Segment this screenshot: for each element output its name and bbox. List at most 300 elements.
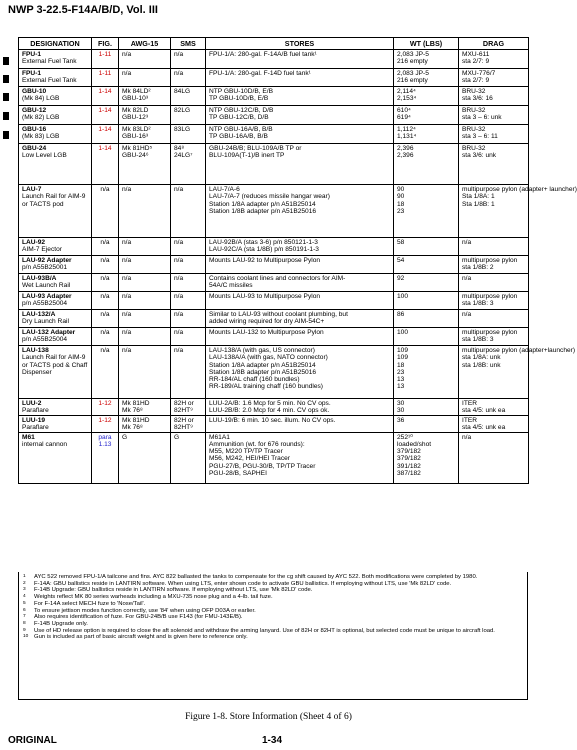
cell-line: 2,083 JP-5 <box>397 70 429 77</box>
cell-line: n/a <box>462 275 472 282</box>
cell-line: 18 <box>397 200 405 208</box>
stores-description <box>206 328 394 346</box>
cell-line: LAU-7/A-7 (reduces missile hangar wear) <box>209 193 330 201</box>
store-designation: LAU-93 Adapter <box>22 293 72 300</box>
figure-ref: n/a <box>92 346 119 399</box>
awg15-code: n/a <box>119 328 171 346</box>
cell-line: LAU-138/A (with gas, US connector) <box>209 347 315 354</box>
cell-line: 252¹⁰ <box>397 433 413 441</box>
sms-code: n/a <box>171 185 206 238</box>
awg15-code <box>119 87 171 106</box>
cell-line: n/a <box>462 239 472 246</box>
column-header: SMS <box>171 38 206 50</box>
awg15-code: n/a <box>119 185 171 238</box>
change-bar <box>3 112 9 120</box>
footnote <box>23 614 523 621</box>
designation-cell <box>19 346 92 399</box>
cell-line: multipurpose pylon (adapter+ launcher) <box>462 186 577 193</box>
table-row <box>19 238 529 256</box>
store-designation: GBU-10 <box>22 88 47 95</box>
cell-line: GBU-10³ <box>122 95 149 103</box>
sms-code <box>171 415 206 432</box>
table-row <box>19 125 529 144</box>
store-description: internal cannon <box>22 440 68 448</box>
footnote <box>23 581 523 588</box>
awg15-code: n/a <box>119 238 171 256</box>
column-header: STORES <box>206 38 394 50</box>
drag-index <box>459 50 529 69</box>
footnote-text: F-14B Upgrade: GBU ballistics reside in LANTIRN software. If employing without LTS, use 'Mk 82LD' code. <box>34 587 313 594</box>
table-row <box>19 292 529 310</box>
store-designation: LUU-19 <box>22 416 46 424</box>
weight-lbs <box>394 87 459 106</box>
cell-line: 2,396 <box>397 152 414 160</box>
weight-lbs <box>394 274 459 292</box>
stores-description <box>206 50 394 69</box>
store-designation: LAU-132/A <box>22 311 56 318</box>
cell-line: LUU-2A/B: 1.6 Mcp for 5 min. No CV ops. <box>209 400 331 407</box>
weight-lbs <box>394 399 459 416</box>
cell-line: 379/182 <box>397 455 421 463</box>
footnote <box>23 594 523 601</box>
footnote-text: AYC 522 removed FPU-1/A tailcone and fins. AYC 822 ballasted the tanks to compensate for the cg shift caused by AYC 522. Both modifications were completed by 1980. <box>34 574 478 580</box>
cell-line: 1,112⁴ <box>397 126 416 133</box>
weight-lbs <box>394 50 459 69</box>
sms-code: n/a <box>171 274 206 292</box>
table-row <box>19 310 529 328</box>
cell-line: BRU-32 <box>462 145 486 152</box>
store-information-table <box>18 37 577 484</box>
store-description: Launch Rail for AIM-9 or TACTS pod <box>22 193 86 208</box>
sms-code: n/a <box>171 69 206 87</box>
store-designation: LAU-132 Adapter <box>22 329 76 336</box>
cell-line: MXU-776/7 <box>462 70 496 77</box>
cell-line: added wiring required for dry AIM-54C+ <box>209 318 325 326</box>
footnote <box>23 621 523 628</box>
weight-lbs <box>394 185 459 238</box>
drag-index <box>459 292 529 310</box>
cell-line: 24LG⁷ <box>174 152 193 160</box>
cell-line: 2,153⁴ <box>397 95 417 103</box>
cell-line: NTP GBU-10D/B, E/B <box>209 88 274 95</box>
cell-line: 2,114⁴ <box>397 88 416 95</box>
change-bar <box>3 57 9 65</box>
footnote-number: 10 <box>23 634 29 640</box>
column-header: WT (LBS) <box>394 38 459 50</box>
store-description: p/n A55B25001 <box>22 264 68 272</box>
cell-line: 90 <box>397 186 405 193</box>
cell-line: 2,396 <box>397 145 414 152</box>
drag-index <box>459 274 529 292</box>
cell-line: NTP GBU-16A/B, B/B <box>209 126 273 133</box>
cell-line: Mk 76⁸ <box>122 407 143 415</box>
cell-line: 84⁸ <box>174 145 185 152</box>
cell-line: LUU-19/B: 6 min. 10 sec. illum. No CV ops. <box>209 416 336 424</box>
column-header: FIG. <box>92 38 119 50</box>
store-description: Dry Launch Rail <box>22 318 69 326</box>
cell-line: LAU-92C/A (sta 1/8B) p/n 850191-1-3 <box>209 246 319 254</box>
stores-description <box>206 185 394 238</box>
cell-line: LUU-2B/B: 2.0 Mcp for 4 min. CV ops ok. <box>209 407 330 415</box>
cell-line: PGU-28/B, SAPHEI <box>209 470 267 478</box>
figure-ref: n/a <box>92 256 119 274</box>
cell-line: 379/182 <box>397 448 421 456</box>
cell-line: RR-184/AL chaff (160 bundles) <box>209 376 300 384</box>
drag-index <box>459 346 576 399</box>
stores-description <box>206 256 394 274</box>
cell-line: 109 <box>397 354 409 362</box>
sms-code: n/a <box>171 50 206 69</box>
cell-line: BRU-32 <box>462 126 486 133</box>
table-row <box>19 144 529 185</box>
weight-lbs <box>394 346 459 399</box>
cell-line: LAU-92B/A (stas 3-6) p/n 850121-1-3 <box>209 239 318 246</box>
store-designation: LAU-7 <box>22 186 42 193</box>
change-bar <box>3 131 9 139</box>
sms-code: 82LG <box>171 106 206 125</box>
sms-code: G <box>171 432 206 483</box>
cell-line: BLU-109A(T-1)/B inert TP <box>209 152 285 160</box>
cell-line: loaded/shot <box>397 440 432 448</box>
weight-lbs <box>394 415 459 432</box>
cell-line: LAU-7/A-6 <box>209 186 240 193</box>
cell-line: Mk 81HD⁵ <box>122 145 153 152</box>
drag-index <box>459 125 529 144</box>
stores-description <box>206 125 394 144</box>
drag-index <box>459 87 529 106</box>
footnote-number: 4 <box>23 594 26 600</box>
stores-description <box>206 144 394 185</box>
store-designation: FPU-1 <box>22 51 42 58</box>
cell-line: sta 1/8B: unk <box>462 361 501 369</box>
designation-cell <box>19 106 92 125</box>
cell-line: sta 1/8B: 3 <box>462 300 494 308</box>
footnote <box>23 634 523 641</box>
store-description: External Fuel Tank <box>22 77 77 85</box>
cell-line: Mk 81HD <box>122 416 150 424</box>
cell-line: 387/182 <box>397 470 421 478</box>
awg15-code <box>119 106 171 125</box>
store-designation: LAU-92 Adapter <box>22 257 72 264</box>
figure-ref: 1-14 <box>92 106 119 125</box>
figure-ref: para 1.13 <box>92 432 119 483</box>
footnote-number: 9 <box>23 627 26 633</box>
cell-line: Mk 84LD² <box>122 88 151 95</box>
stores-description <box>206 399 394 416</box>
awg15-code: n/a <box>119 310 171 328</box>
cell-line: TP GBU-10D/B, E/B <box>209 95 269 103</box>
designation-cell <box>19 310 92 328</box>
cell-line: Mk 83LD² <box>122 126 151 133</box>
footnote <box>23 601 523 608</box>
store-description: (Mk 84) LGB <box>22 95 60 103</box>
cell-line: 100 <box>397 329 409 336</box>
cell-line: Station 1/8B adapter p/n A51B25016 <box>209 207 317 215</box>
weight-lbs <box>394 106 459 125</box>
table-row <box>19 87 529 106</box>
designation-cell <box>19 125 92 144</box>
designation-cell <box>19 87 92 106</box>
drag-index <box>459 144 529 185</box>
cell-line: sta 4/5: unk ea <box>462 407 506 415</box>
cell-line: sta 2/7: 9 <box>462 77 490 85</box>
cell-line: 1,131⁴ <box>397 133 417 141</box>
stores-description <box>206 106 394 125</box>
weight-lbs <box>394 292 459 310</box>
cell-line: GBU-24B/B; BLU-109A/B TP or <box>209 145 302 152</box>
footnote-number: 2 <box>23 580 26 586</box>
figure-ref: 1-12 <box>92 415 119 432</box>
table-row <box>19 328 529 346</box>
table-row <box>19 346 529 399</box>
cell-line: sta 4/5: unk ea <box>462 423 506 431</box>
table-row <box>19 399 529 416</box>
weight-lbs <box>394 144 459 185</box>
cell-line: M61A1 <box>209 433 230 441</box>
cell-line: 54A/C missiles <box>209 282 253 290</box>
table-row <box>19 185 529 238</box>
sms-code: n/a <box>171 328 206 346</box>
footnote-text: F-14A: GBU ballistics reside in LANTIRN software. When using LTS, enter shown code to activate GBU ballistics. If employing without LTS, use 'Mk 82LD' code. <box>34 580 452 587</box>
cell-line: Sta 1/8A: 1 <box>462 193 495 201</box>
cell-line: 82HT⁹ <box>174 407 193 415</box>
figure-ref: 1-12 <box>92 399 119 416</box>
designation-cell <box>19 432 92 483</box>
store-designation: LAU-92 <box>22 239 46 246</box>
awg15-code: n/a <box>119 274 171 292</box>
store-description: (Mk 83) LGB <box>22 133 60 141</box>
cell-line: 100 <box>397 293 409 300</box>
cell-line: 54 <box>397 257 405 264</box>
cell-line: n/a <box>462 311 472 318</box>
sms-code <box>171 144 206 185</box>
cell-line: ITER <box>462 400 478 407</box>
footnote-number: 6 <box>23 607 26 613</box>
stores-description <box>206 69 394 87</box>
store-description: Launch Rail for AIM-9 or TACTS pod & Chaff Dispenser <box>22 354 88 376</box>
cell-line: 92 <box>397 275 405 282</box>
drag-index <box>459 106 529 125</box>
cell-line: sta 3/6: 16 <box>462 95 493 103</box>
cell-line: Station 1/8A adapter p/n A51B25014 <box>209 361 316 369</box>
drag-index <box>459 399 529 416</box>
stores-description <box>206 87 394 106</box>
figure-ref: 1-11 <box>92 50 119 69</box>
cell-line: NTP GBU-12C/B, D/B <box>209 107 274 114</box>
awg15-code: n/a <box>119 69 171 87</box>
cell-line: Mounts LAU-92 to Multipurpose Pylon <box>209 257 321 264</box>
cell-line: 619⁴ <box>397 114 411 122</box>
store-description: (Mk 82) LGB <box>22 114 60 122</box>
awg15-code <box>119 144 171 185</box>
cell-line: 610⁴ <box>397 107 411 114</box>
cell-line: multipurpose pylon <box>462 329 518 336</box>
footnote-number: 3 <box>23 587 26 593</box>
drag-index <box>459 432 529 483</box>
figure-ref: 1-14 <box>92 87 119 106</box>
cell-line: Mk 81HD <box>122 400 150 407</box>
change-bar <box>3 75 9 83</box>
cell-line: multipurpose pylon (adapter+launcher) <box>462 347 576 354</box>
footnote-text: Weights reflect MK 80 series warheads including a MXU-735 nose plug and a 4-lb. tail fuze. <box>34 594 273 601</box>
cell-line: 36 <box>397 416 405 424</box>
cell-line: FPU-1/A: 280-gal. F-14A/B fuel tank¹ <box>209 51 317 58</box>
cell-line: PGU-27/B, PGU-30/B, TP/TP Tracer <box>209 462 316 470</box>
cell-line: n/a <box>462 433 472 441</box>
store-designation: FPU-1 <box>22 70 42 77</box>
sms-code: n/a <box>171 310 206 328</box>
table-row <box>19 256 529 274</box>
cell-line: Mk 76⁸ <box>122 423 143 431</box>
weight-lbs <box>394 328 459 346</box>
cell-line: 90 <box>397 193 405 201</box>
designation-cell <box>19 144 92 185</box>
table-body <box>19 50 577 484</box>
figure-ref: 1-14 <box>92 125 119 144</box>
table-row <box>19 106 529 125</box>
table-row <box>19 432 529 483</box>
cell-line: 86 <box>397 311 405 318</box>
cell-line: sta 3 – 6: 11 <box>462 133 498 141</box>
awg15-code: n/a <box>119 292 171 310</box>
store-description: Paraflare <box>22 423 49 431</box>
store-designation: LAU-93B/A <box>22 275 57 282</box>
designation-cell <box>19 238 92 256</box>
footnote-number: 7 <box>23 614 26 620</box>
cell-line: Mounts LAU-132 to Multipurpose Pylon <box>209 329 324 336</box>
figure-ref: n/a <box>92 185 119 238</box>
cell-line: 30 <box>397 407 405 415</box>
designation-cell <box>19 415 92 432</box>
sms-code: n/a <box>171 346 206 399</box>
cell-line: 30 <box>397 400 405 407</box>
cell-line: 391/182 <box>397 462 421 470</box>
figure-ref: 1-11 <box>92 69 119 87</box>
sms-code: 83LG <box>171 125 206 144</box>
drag-index <box>459 256 529 274</box>
change-bar <box>3 93 9 101</box>
cell-line: TP GBU-16A/B, B/B <box>209 133 268 141</box>
designation-cell <box>19 399 92 416</box>
cell-line: 13 <box>397 383 405 391</box>
column-header: DESIGNATION <box>19 38 92 50</box>
table-row <box>19 274 529 292</box>
store-description: p/n A55B25004 <box>22 300 68 308</box>
drag-index <box>459 415 529 432</box>
footnote-text: Gun is included as part of basic aircraft weight and is given here to reference only. <box>34 634 248 641</box>
awg15-code: G <box>119 432 171 483</box>
column-header: AWG-15 <box>119 38 171 50</box>
cell-line: Station 1/8B adapter p/n A51B25016 <box>209 368 317 376</box>
cell-line: BRU-32 <box>462 88 486 95</box>
designation-cell <box>19 256 92 274</box>
cell-line: Station 1/8A adapter p/n A51B25014 <box>209 200 316 208</box>
figure-caption: Figure 1-8. Store Information (Sheet 4 of 6) <box>185 712 352 722</box>
weight-lbs <box>394 69 459 87</box>
column-header: DRAG <box>459 38 529 50</box>
cell-line: MXU-611 <box>462 51 490 58</box>
cell-line: 82H or <box>174 416 194 424</box>
weight-lbs <box>394 238 459 256</box>
drag-index <box>459 238 529 256</box>
figure-ref: n/a <box>92 274 119 292</box>
footnote-number: 1 <box>23 574 26 579</box>
page-header: NWP 3-22.5-F14A/B/D, Vol. III <box>8 4 158 16</box>
cell-line: TP GBU-12C/B, D/B <box>209 114 269 122</box>
figure-ref: n/a <box>92 310 119 328</box>
store-description: Wet Launch Rail <box>22 282 71 290</box>
weight-lbs <box>394 310 459 328</box>
store-designation: GBU-12 <box>22 107 47 114</box>
figure-ref: 1-14 <box>92 144 119 185</box>
awg15-code: n/a <box>119 50 171 69</box>
cell-line: FPU-1/A: 280-gal. F-14D fuel tank¹ <box>209 70 311 77</box>
figure-ref: n/a <box>92 292 119 310</box>
cell-line: 18 <box>397 361 405 369</box>
footnote <box>23 587 523 594</box>
designation-cell <box>19 69 92 87</box>
stores-description <box>206 432 394 483</box>
stores-description <box>206 274 394 292</box>
footnote-number: 8 <box>23 620 26 626</box>
footnote <box>23 574 523 581</box>
sms-code: n/a <box>171 238 206 256</box>
cell-line: sta 2/7: 9 <box>462 58 490 66</box>
cell-line: sta 1/8B: 3 <box>462 336 494 344</box>
footnote-text: F-14B Upgrade only. <box>34 620 88 627</box>
designation-cell <box>19 50 92 69</box>
drag-index <box>459 69 529 87</box>
cell-line: GBU-12³ <box>122 114 149 122</box>
weight-lbs <box>394 256 459 274</box>
table-row <box>19 415 529 432</box>
stores-description <box>206 415 394 432</box>
footnotes <box>18 572 528 700</box>
cell-line: multipurpose pylon <box>462 293 518 300</box>
footer-revision: ORIGINAL <box>8 735 57 746</box>
footnote <box>23 608 523 615</box>
drag-index <box>459 328 529 346</box>
cell-line: sta 3 – 6: unk <box>462 114 502 122</box>
footnote-number: 5 <box>23 600 26 606</box>
store-designation: GBU-16 <box>22 126 47 133</box>
drag-index <box>459 310 529 328</box>
figure-ref: n/a <box>92 328 119 346</box>
cell-line: Ammunition (wt. for 676 rounds): <box>209 440 305 448</box>
stores-description <box>206 238 394 256</box>
cell-line: 23 <box>397 368 405 376</box>
store-designation: M61 <box>22 433 35 441</box>
awg15-code <box>119 125 171 144</box>
store-description: AIM-7 Ejector <box>22 246 62 254</box>
cell-line: 216 empty <box>397 77 428 85</box>
cell-line: sta 1/8B: 2 <box>462 264 494 272</box>
footnote-text: Use of HD release option is required to close the aft solenoid and withdraw the arming lanyard. Use of 82H or 82HT is optional, but selected code must be unique to aircraft load. <box>34 627 495 634</box>
stores-description <box>206 346 394 399</box>
cell-line: 82HT⁹ <box>174 423 193 431</box>
cell-line: 13 <box>397 376 405 384</box>
awg15-code <box>119 399 171 416</box>
sms-code: 84LG <box>171 87 206 106</box>
cell-line: Mk 82LD <box>122 107 149 114</box>
cell-line: 2,083 JP-5 <box>397 51 429 58</box>
footnote-text: To ensure jettison modes function correctly, use '84' when using OFP D03A or earlier. <box>34 607 256 614</box>
cell-line: 23 <box>397 207 405 215</box>
stores-description <box>206 292 394 310</box>
footer-page-number: 1-34 <box>262 735 283 746</box>
store-description: Low Level LGB <box>22 152 67 160</box>
table-row <box>19 50 529 69</box>
